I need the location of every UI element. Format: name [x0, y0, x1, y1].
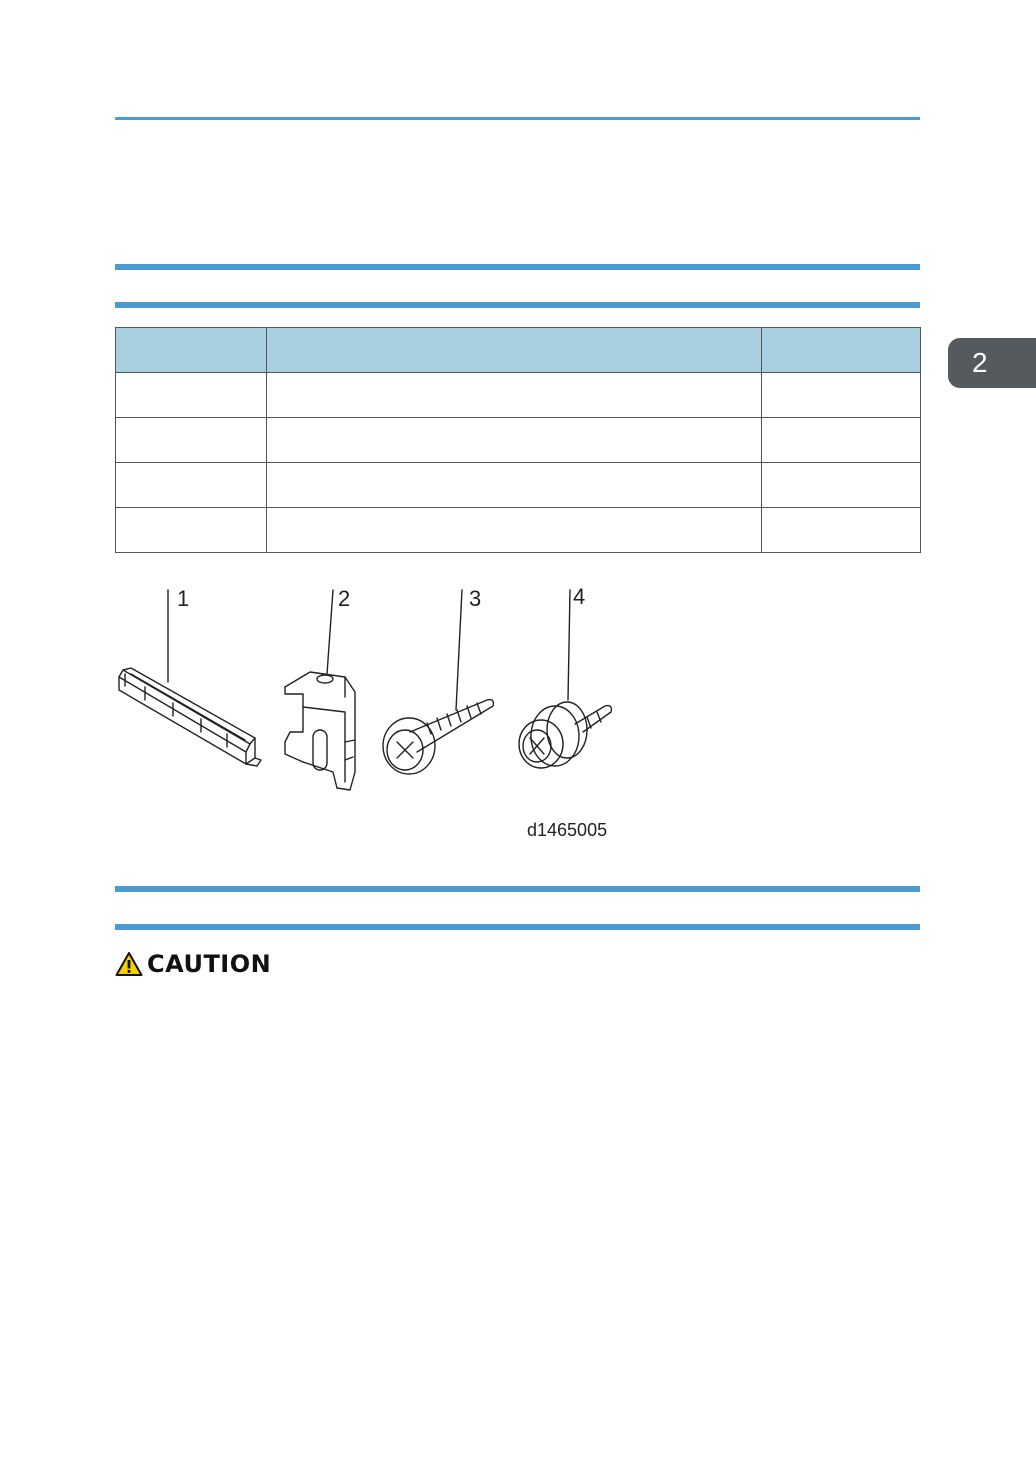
table-cell — [116, 508, 267, 553]
table-row — [116, 463, 921, 508]
table-row — [116, 508, 921, 553]
table-cell — [761, 508, 920, 553]
table-header-row — [116, 328, 921, 373]
section-rule-top — [115, 264, 920, 270]
rail-part-drawing — [119, 668, 261, 766]
section-rule-bottom — [115, 302, 920, 308]
callout-3: 3 — [469, 586, 482, 611]
table-row — [116, 418, 921, 463]
table-cell — [761, 463, 920, 508]
warning-triangle-icon — [115, 951, 143, 977]
table-cell — [116, 373, 267, 418]
table-cell — [267, 373, 762, 418]
bracket-part-drawing — [285, 672, 355, 790]
callout-4: 4 — [573, 584, 586, 609]
table-cell — [761, 373, 920, 418]
section-rule-bottom — [115, 924, 920, 930]
figure-code: d1465005 — [527, 820, 608, 840]
table-header-no — [116, 328, 267, 373]
table-cell — [116, 418, 267, 463]
table-cell — [761, 418, 920, 463]
section-rule-top — [115, 886, 920, 892]
table-header-description — [267, 328, 762, 373]
callout-line-2 — [327, 590, 333, 674]
short-screw-drawing — [519, 702, 611, 768]
callout-line-4 — [568, 590, 570, 700]
table-cell — [267, 508, 762, 553]
callout-line-3 — [456, 590, 462, 710]
chapter-tab[interactable]: 2 — [948, 338, 1036, 388]
table-header-qty — [761, 328, 920, 373]
table-cell — [116, 463, 267, 508]
caution-text: CAUTION — [147, 950, 272, 978]
parts-table — [115, 327, 921, 553]
callout-2: 2 — [338, 586, 351, 611]
parts-figure — [105, 582, 625, 842]
table-cell — [267, 463, 762, 508]
caution-label — [115, 950, 271, 978]
table-row — [116, 373, 921, 418]
long-screw-drawing — [383, 700, 493, 774]
table-cell — [267, 418, 762, 463]
header-rule — [115, 117, 920, 120]
callout-1: 1 — [177, 586, 190, 611]
